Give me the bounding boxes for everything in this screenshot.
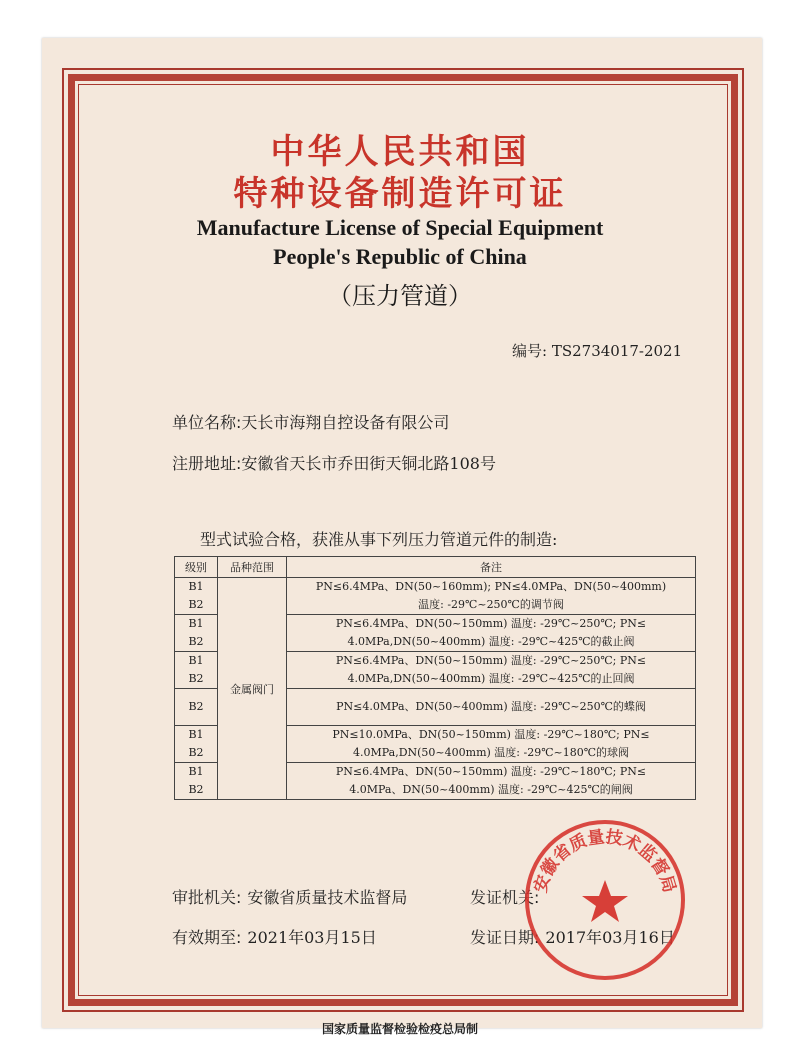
- issue-label: 发证日期:: [470, 928, 540, 947]
- table-row: [175, 578, 696, 615]
- row-level: B1 B2: [175, 726, 218, 763]
- issue-date: 2017年03月16日: [545, 928, 675, 947]
- seal-text: 安徽省质量技术监督局: [530, 827, 680, 895]
- address-label: 注册地址:: [172, 454, 242, 473]
- row-level: B1 B2: [175, 578, 218, 615]
- row-note: PN≤4.0MPa、DN(50~400mm) 温度: -29℃~250℃的蝶阀: [287, 689, 696, 726]
- permit-text: 型式试验合格，获准从事下列压力管道元件的制造:: [200, 530, 558, 549]
- row-level: B2: [175, 689, 218, 726]
- seal-star-icon: [582, 880, 628, 922]
- issuer-footer: 国家质量监督检验检疫总局制: [321, 1022, 478, 1036]
- row-note: PN≤6.4MPa、DN(50~150mm) 温度: -29℃~180℃; PN≤ 4.0MPa、DN(50~400mm) 温度: -29℃~425℃的闸阀: [287, 763, 696, 800]
- title-cn-line1: 中华人民共和国: [270, 132, 530, 172]
- product-table: [174, 556, 696, 800]
- row-note: PN≤6.4MPa、DN(50~160mm); PN≤4.0MPa、DN(50~400mm) 温度: -29℃~250℃的调节阀: [287, 578, 696, 615]
- validity-label: 有效期至:: [172, 928, 242, 947]
- header-note: 备注: [287, 557, 696, 578]
- row-note: PN≤10.0MPa、DN(50~150mm) 温度: -29℃~180℃; PN≤ 4.0MPa,DN(50~400mm) 温度: -29℃~180℃的球阀: [287, 726, 696, 763]
- unit-label: 单位名称:: [172, 413, 242, 432]
- header-level: 级别: [175, 557, 218, 578]
- approval-label: 审批机关:: [172, 888, 242, 907]
- address-value: 安徽省天长市乔田街天铜北路108号: [241, 454, 496, 473]
- row-note: PN≤6.4MPa、DN(50~150mm) 温度: -29℃~250℃; PN≤ 4.0MPa,DN(50~400mm) 温度: -29℃~425℃的截止阀: [287, 615, 696, 652]
- row-level: B1 B2: [175, 652, 218, 689]
- row-level: B1 B2: [175, 763, 218, 800]
- unit-row: [172, 410, 449, 433]
- table-header-row: [175, 557, 696, 578]
- title-cn-line2: 特种设备制造许可证: [233, 174, 567, 214]
- approval-org: 安徽省质量技术监督局: [247, 888, 408, 907]
- row-note: PN≤6.4MPa、DN(50~150mm) 温度: -29℃~250℃; PN≤ 4.0MPa,DN(50~400mm) 温度: -29℃~425℃的止回阀: [287, 652, 696, 689]
- unit-name: 天长市海翔自控设备有限公司: [241, 413, 450, 432]
- address-row: [172, 451, 496, 474]
- official-seal: [523, 818, 687, 982]
- validity-row: [172, 925, 377, 948]
- issuer-label: 发证机关:: [470, 888, 540, 907]
- approval-row: [172, 885, 407, 908]
- validity-date: 2021年03月15日: [247, 928, 377, 947]
- category-label: （压力管道）: [328, 282, 472, 310]
- title-en-line2: People's Republic of China: [273, 244, 527, 269]
- title-en-line1: Manufacture License of Special Equipment: [196, 215, 604, 240]
- header-category: 品种范围: [218, 557, 287, 578]
- license-number: 编号: TS2734017-2021: [512, 342, 683, 360]
- row-level: B1 B2: [175, 615, 218, 652]
- category-cell: 金属阀门: [218, 578, 287, 800]
